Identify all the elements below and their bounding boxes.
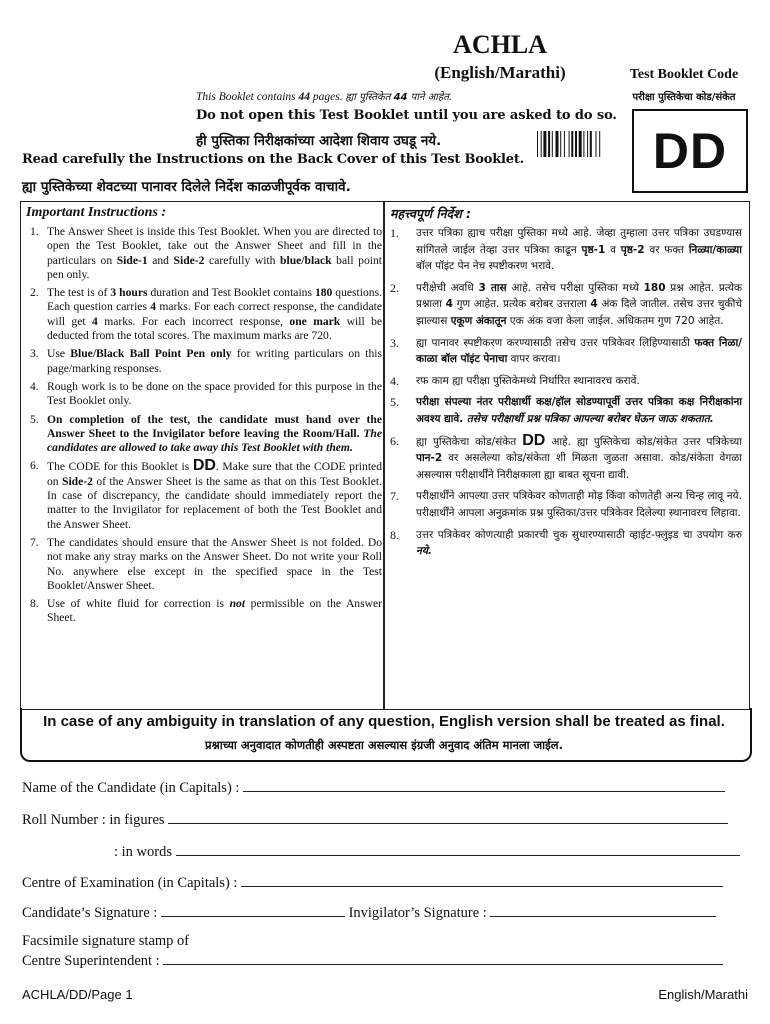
instruction-text: 4 [92, 314, 98, 328]
instruction-text: ह्या पानावर स्पष्टीकरण करण्यासाठी तसेच उत्तर पत्रिकेवर लिहिण्यासाठी [416, 336, 695, 349]
candidate-name-field[interactable] [243, 779, 725, 792]
en-instruction-5 [26, 413, 382, 456]
instruction-text: Blue/Black Ball Point Pen only [70, 347, 232, 361]
instruction-text: वापर करावा। [507, 353, 561, 366]
mr-instruction-2 [390, 280, 742, 330]
roll-number-figures-row [22, 811, 728, 829]
instruction-text: The test is of [47, 286, 111, 300]
facsimile-label-line-2: Centre Superintendent : [22, 953, 160, 969]
mr-instruction-6 [390, 433, 742, 484]
instruction-text: marks. For each correct response, the candidate will get [47, 300, 382, 328]
instruction-number: 2. [390, 280, 399, 295]
instruction-text: बॉल पॉइंट पेन नेच स्पष्टीकरण भरावे. [416, 260, 555, 273]
invigilator-signature-label: Invigilator’s Signature : [348, 905, 487, 921]
instruction-text: फक्त निळा/काळा बॉल पॉइंट पेनाचा [416, 336, 742, 366]
instruction-number: 6. [390, 433, 399, 448]
roll-number-words-field[interactable] [176, 843, 740, 856]
instruction-number: 8. [390, 527, 399, 542]
instruction-text: carefully with [204, 253, 281, 267]
instruction-text: परीक्षार्थींने आपल्या उत्तर पत्रिकेवर कोणताही मोड़ किंवा कोणतेही अन्य चिन्ह लावू नये. परीक्षार्थींने आपला अनुक्रमांक प्रश्न पुस्तिका/उत्तर पत्रिकेवर दिलेल्या स्थानावरच लिहावा. [416, 490, 742, 519]
en-instruction-2 [26, 286, 382, 343]
instruction-text: आहे. ह्या पुस्तिकेचा कोड/संकेत उत्तर पत्रिकेच्या [545, 435, 742, 448]
facsimile-stamp-field[interactable] [163, 952, 723, 965]
instruction-text: duration and Test Booklet contains [147, 286, 315, 300]
instruction-text: 180 [314, 286, 333, 300]
facsimile-label-line-1: Facsimile signature stamp of [22, 933, 190, 949]
instruction-number: 8. [30, 597, 39, 611]
instruction-text: उत्तर पत्रिका ह्याच परीक्षा पुस्तिका मध्ये आहे. जेव्हा तुम्हाला उत्तर पत्रिका उघडण्यास सांगितले जाईल तेव्हा उत्तर पत्रिका काढून [416, 227, 742, 256]
mr-instruction-1 [390, 225, 742, 275]
instruction-text: गुण आहेत. प्रत्येक बरोबर उत्तराला [452, 298, 591, 311]
instructions-list-marathi [390, 225, 742, 565]
page-count-note: This Booklet contains 44 pages. ह्या पुस्तिकेत 44 पाने आहेत. [196, 91, 453, 103]
instruction-text: The candidates are allowed to take away this Test Booklet with them. [47, 426, 382, 455]
instruction-number: 1. [30, 225, 39, 238]
en-instruction-7 [26, 536, 382, 593]
mr-instruction-8 [390, 527, 742, 560]
in-figures-label: : in figures [101, 812, 165, 828]
instruction-text: आहे. तसेच परीक्षा पुस्तिका मध्ये [506, 281, 644, 294]
facsimile-row [22, 952, 723, 970]
instruction-text: Side-2 [173, 253, 205, 267]
roll-number-words-row [114, 843, 740, 861]
read-instructions-notice-marathi: ह्या पुस्तिकेच्या शेवटच्या पानावर दिलेले निर्देश काळजीपूर्वक वाचावे. [22, 179, 351, 195]
instruction-number: 7. [390, 489, 399, 504]
instruction-text: 3 hours [110, 286, 148, 300]
instruction-text: The candidates should ensure that the Answer Sheet is not folded. Do not make any stray marks on the Answer Sheet. Do not write your Roll No. anywhere else except in the specified space in the Test Booklet/Answer Sheet. [47, 535, 382, 592]
instruction-number: 5. [30, 412, 39, 426]
do-not-open-notice: Do not open this Test Booklet until you are asked to do so. [196, 108, 617, 123]
mr-instruction-4 [390, 373, 742, 390]
instruction-number: 6. [30, 459, 39, 473]
instruction-number: 4. [30, 379, 39, 393]
barcode-image [536, 130, 620, 160]
instruction-text: परीक्षेची अवधि [416, 281, 479, 294]
instruction-number: 7. [30, 535, 39, 549]
instruction-number: 4. [390, 373, 399, 388]
instruction-text: of the Answer Sheet is the same as that on this Test Booklet. In case of discrepancy, the candidate should immediately report the matter to the Invigilator for replacement of both the Test Booklet and the Answer Sheet. [47, 474, 382, 531]
instruction-number: 3. [390, 335, 399, 350]
instruction-text: The CODE for this Booklet is [47, 460, 193, 474]
en-instruction-3 [26, 347, 382, 376]
roll-number-label: Roll Number [22, 812, 99, 828]
en-instruction-1 [26, 225, 382, 282]
test-booklet-code: DD [652, 123, 728, 179]
instruction-text: परीक्षा संपल्या नंतर परीक्षार्थी कक्ष/हॉल सोडण्यापूर्वी उत्तर पत्रिका कक्ष निरीक्षकांना अवश्य द्यावे. [416, 396, 742, 425]
instruction-text: and [147, 253, 174, 267]
important-instructions-heading: Important Instructions : [26, 205, 167, 220]
roll-number-figures-field[interactable] [168, 811, 728, 824]
instruction-text: अंक दिले जातील. तसेच उत्तर चुकीचे झाल्यास [416, 298, 742, 327]
instruction-text: 4 [150, 300, 157, 314]
instruction-text: एकूण अंकातून [450, 314, 507, 327]
mr-instruction-7 [390, 488, 742, 521]
read-instructions-notice: Read carefully the Instructions on the Back Cover of this Test Booklet. [22, 152, 524, 167]
instruction-text: one mark [289, 314, 341, 328]
instruction-text: तसेच परीक्षार्थी प्रश्न पत्रिका आपल्या बरोबर घेऊन जाऊ शकतात. [466, 412, 714, 425]
instruction-text: निळ्या/काळ्या [688, 243, 742, 256]
en-instruction-4 [26, 380, 382, 409]
instruction-text: for writing particulars on this page/marking responses. [47, 347, 382, 375]
instruction-text: नये. [416, 545, 432, 558]
instruction-text: प्रश्न आहेत. प्रत्येक प्रश्नाला [416, 281, 743, 311]
instruction-text: On completion of the test, the candidate must hand over the Answer Sheet to the Invigilator before leaving the Room/Hall. [47, 412, 382, 440]
instruction-text: The Answer Sheet is inside this Test Booklet. When you are directed to open the Test Booklet, take out the Answer Sheet and fill in the particulars on [47, 225, 382, 267]
test-booklet-code-box [632, 109, 748, 193]
instruction-text: questions. Each question carries [47, 286, 383, 314]
test-booklet-code-label-marathi: परीक्षा पुस्तिकेचा कोड/संकेत [632, 92, 736, 103]
booklet-title: ACHLA [453, 30, 547, 59]
instruction-text: वर असलेल्या कोड/संकेता शी मिळता जुळता असावा. कोड/संकेता वेगळा असल्यास परीक्षार्थींने निरीक्षकाला ह्या बाबत सूचना द्यावी. [416, 452, 742, 481]
instruction-text: Side-2 [62, 474, 93, 488]
exam-centre-field[interactable] [241, 874, 723, 887]
instruction-text: 4 [590, 298, 598, 311]
exam-centre-row [22, 874, 723, 892]
mr-instruction-3 [390, 335, 742, 368]
instruction-text: वर फक्त [644, 243, 689, 256]
page-footer-code: ACHLA/DD/Page 1 [22, 987, 133, 1002]
translation-notice-marathi: प्रश्नाच्या अनुवादात कोणतीही अस्पष्टता असल्यास इंग्रजी अनुवाद अंतिम मानला जाईल. [205, 738, 563, 752]
candidate-name-label: Name of the Candidate (in Capitals) : [22, 780, 240, 796]
do-not-open-notice-marathi: ही पुस्तिका निरीक्षकांच्या आदेशा शिवाय उघडू नये. [196, 133, 442, 149]
instruction-text: ball point pen only. [47, 253, 382, 281]
invigilator-signature-field[interactable] [490, 904, 716, 917]
candidate-signature-label: Candidate’s Signature : [22, 905, 158, 921]
instruction-text: उत्तर पत्रिकेवर कोणत्याही प्रकारची चुक सुधारण्यासाठी व्हाईट-फ्लुइड चा उपयोग करु [416, 528, 742, 541]
instruction-text: Use [47, 347, 71, 361]
page-count: 44 [298, 91, 311, 103]
instruction-text: permissible on the Answer Sheet. [47, 597, 383, 625]
instruction-text: Side-1 [116, 253, 148, 267]
page-footer-language: English/Marathi [658, 987, 748, 1002]
signatures-row [22, 904, 716, 922]
translation-notice: In case of any ambiguity in translation of any question, English version shall be treated as final. [43, 713, 725, 730]
instruction-text: 3 तास [478, 281, 507, 294]
inline-booklet-code: DD [192, 457, 216, 475]
mr-instruction-5 [390, 394, 742, 427]
instruction-text: Rough work is to be done on the space provided for this purpose in the Test Booklet only. [47, 379, 382, 408]
instruction-text: marks. For each incorrect response, [97, 314, 290, 328]
instruction-number: 3. [30, 347, 39, 361]
booklet-language: (English/Marathi) [434, 63, 566, 82]
instruction-text: blue/black [280, 253, 332, 267]
instruction-text: . Make sure that the CODE printed on [47, 460, 382, 488]
candidate-name-row [22, 779, 725, 797]
instruction-text: रफ काम ह्या परीक्षा पुस्तिकेमध्ये निर्धारित स्थानावरच करावें. [416, 374, 640, 387]
instruction-number: 1. [390, 226, 399, 240]
instruction-number: 2. [30, 286, 39, 300]
instruction-text: व [605, 243, 621, 256]
instruction-text: 180 [643, 281, 666, 294]
candidate-signature-field[interactable] [161, 904, 345, 917]
instruction-text: 4 [445, 298, 453, 311]
instruction-text: एक अंक वजा केला जाईल. अधिकतम गुण 720 आहेत. [506, 314, 724, 327]
en-instruction-8 [26, 597, 382, 626]
important-instructions-heading-marathi: महत्त्वपूर्ण निर्देश : [390, 206, 472, 221]
instruction-text: पान-2 [416, 452, 443, 465]
instruction-text: पृष्ठ-1 [581, 243, 606, 256]
instruction-number: 5. [390, 395, 399, 410]
instruction-text: will be deducted from the total scores. The maximum marks are 720. [47, 314, 383, 343]
instruction-text: not [229, 597, 246, 611]
en-instruction-6 [26, 459, 382, 531]
inline-booklet-code: DD [522, 431, 546, 449]
test-booklet-code-label: Test Booklet Code [629, 67, 739, 82]
instruction-text: पृष्ठ-2 [620, 243, 645, 256]
instructions-list-english [26, 225, 382, 630]
instructions-column-divider [383, 201, 385, 710]
in-words-label: : in words [114, 844, 172, 860]
exam-centre-label: Centre of Examination (in Capitals) : [22, 875, 238, 891]
instruction-text: ह्या पुस्तिकेचा कोड/संकेत [416, 435, 523, 448]
instruction-text: Use of white fluid for correction is [47, 597, 230, 611]
